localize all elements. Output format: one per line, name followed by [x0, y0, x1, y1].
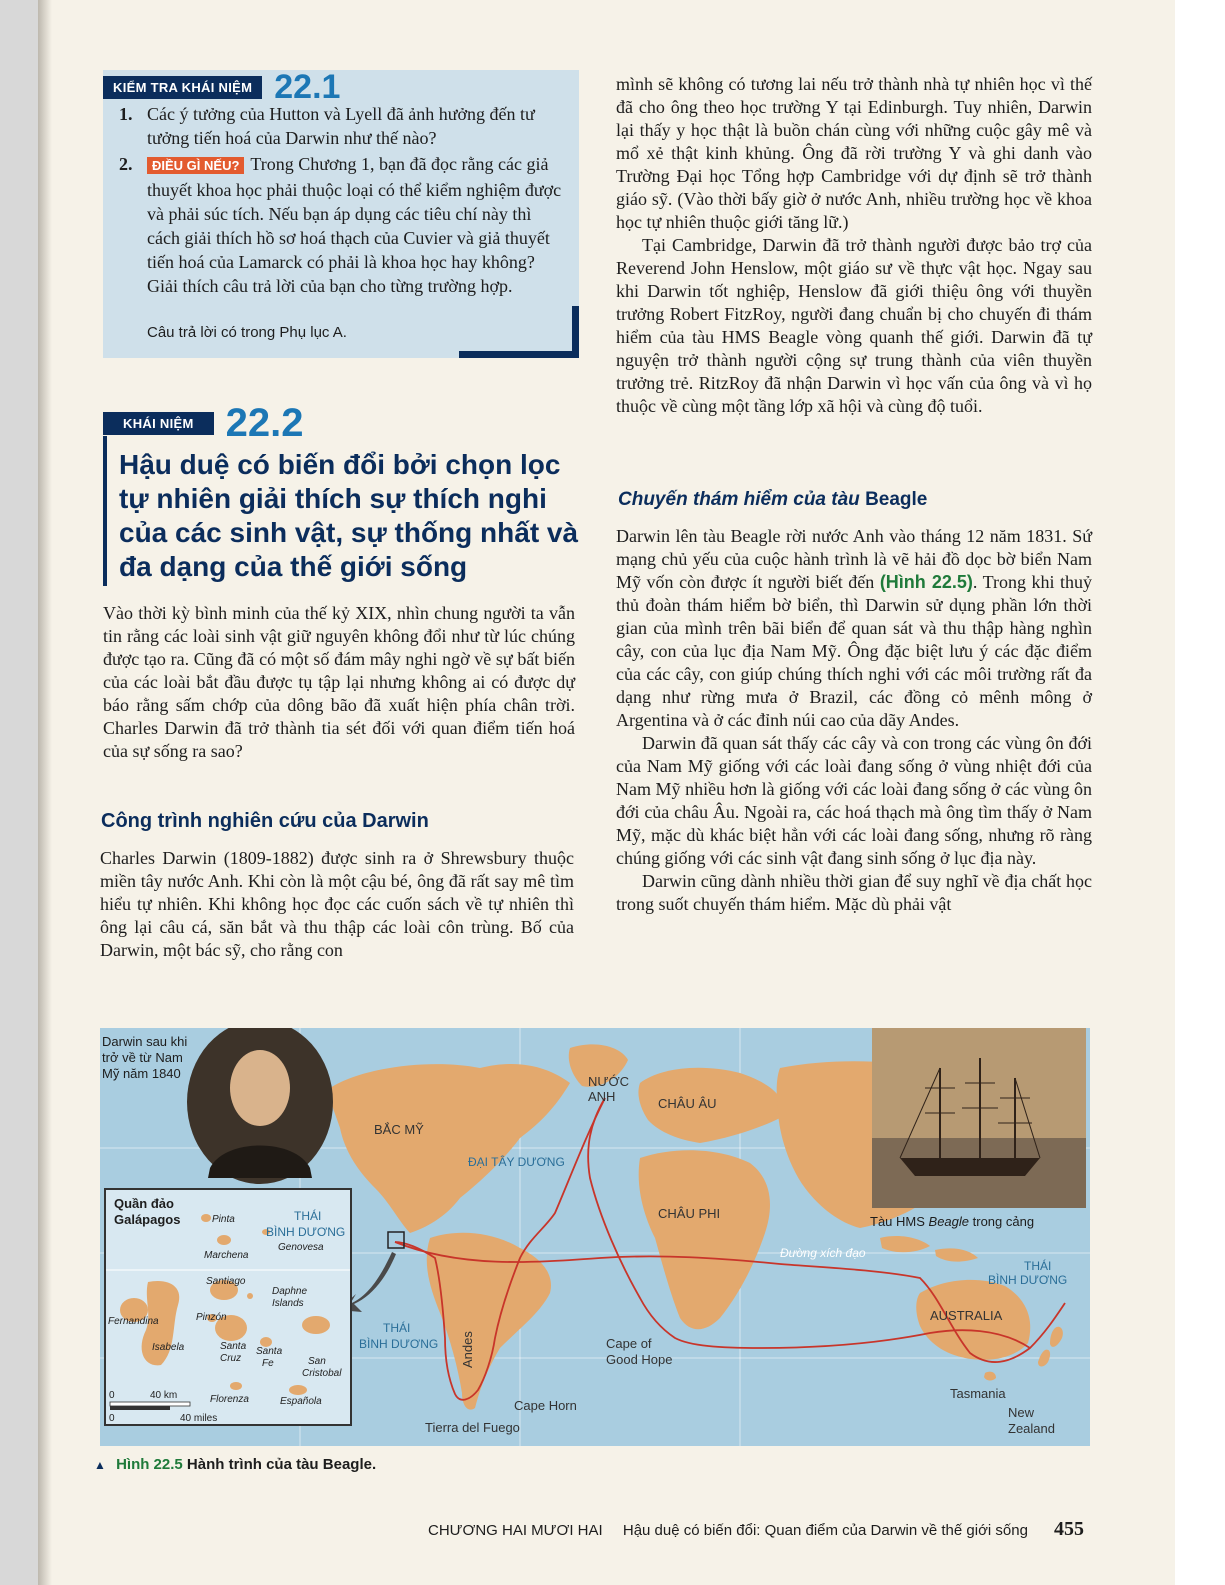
voyage-heading-text: Chuyến thám hiểm của tàu — [618, 489, 860, 510]
island-label-fernandina: Fernandina — [108, 1316, 159, 1327]
galapagos-inset — [104, 1188, 352, 1426]
concept-tag: KHÁI NIỆM — [103, 412, 214, 435]
portrait-caption: Darwin sau khi trở về từ Nam Mỹ năm 1840 — [102, 1034, 188, 1081]
concept-rule — [103, 436, 107, 586]
label-england: NƯỚC — [588, 1074, 630, 1089]
label-pacific-west: BÌNH DƯƠNG — [359, 1337, 439, 1351]
label-tasmania: Tasmania — [950, 1386, 1006, 1401]
question-text: Các ý tưởng của Hutton và Lyell đã ảnh hưởng đến tư tưởng tiến hoá của Darwin như thế nào? — [147, 104, 535, 148]
voyage-heading-ship: Beagle — [865, 489, 928, 510]
ship-caption-text: Tàu HMS — [870, 1214, 925, 1229]
voyage-text: . Trong khi thuỷ thủ đoàn thám hiểm bờ biển, thì Darwin sử dụng phần lớn thời gian của mình trên bãi biển để quan sát và thu thập hàng nghìn cây, con của lục địa Nam Mỹ. Ông đặc biệt lưu ý các đặc điểm của các cây, con giúp chúng thích nghi với các môi trường rất đa dạng như rừng mưa ở Brazil, các đồng cỏ mênh mông ở Argentina và ở các đỉnh núi cao của dãy Andes. — [616, 572, 1093, 730]
island-label-santa-fe: Santa — [256, 1346, 283, 1357]
island-label-florenza: Florenza — [210, 1394, 249, 1405]
voyage-text: Darwin lên tàu Beagle rời nước Anh vào tháng 12 năm 1831. Sứ mạng chủ yếu của cuộc hành trình là vẽ hải đồ dọc bờ biển Nam Mỹ vốn còn được ít người biết đến — [616, 526, 1092, 592]
inset-title-line: Quần đảo — [114, 1196, 174, 1211]
ship-caption-name: Beagle — [928, 1214, 970, 1229]
label-new-zealand: New — [1008, 1405, 1035, 1420]
question-number: 1. — [119, 104, 133, 124]
island-label-santiago: Santiago — [206, 1276, 246, 1287]
portrait-face — [230, 1050, 290, 1126]
paragraph-voyage-1 — [616, 525, 1092, 732]
scale-bar-km — [110, 1402, 190, 1406]
label-australia: AUSTRALIA — [930, 1308, 1003, 1323]
intro-paragraph: Vào thời kỳ bình minh của thế kỷ XIX, nhìn chung người ta vẫn tin rằng các loài sinh vật giữ nguyên không đổi như từ lúc chúng được tạo ra. Cũng đã có một số đám mây nghi ngờ về sự bất biến của các loài bắt đầu được tụ tập lại nhưng không ai có được dự báo rằng sấm chớp của dông bão đã xuất hiện phía chân trời. Charles Darwin đã trở thành tia sét đối với quan điểm tiến hoá của sự sống ra sao? — [103, 603, 575, 761]
scale-miles-label: 40 miles — [180, 1413, 218, 1424]
concept-tagline — [103, 401, 579, 445]
question-number: 2. — [119, 154, 133, 174]
label-pacific-west: THÁI — [383, 1321, 411, 1335]
label-england: ANH — [588, 1089, 616, 1104]
island-label-santa-cruz: Cruz — [220, 1353, 242, 1364]
island-label-santa-cruz: Santa — [220, 1341, 247, 1352]
ship-caption-text: trong cảng — [972, 1214, 1035, 1229]
intro-paragraph-block — [103, 602, 575, 763]
ship-caption — [870, 1214, 1034, 1229]
island-daphne — [247, 1293, 253, 1299]
island-label-isabela: Isabela — [152, 1342, 185, 1353]
page-shadow — [38, 0, 52, 1585]
island-pinta — [201, 1214, 211, 1222]
inset-title-line: Galápagos — [114, 1212, 181, 1227]
island-label-pinzon: Pinzón — [196, 1312, 227, 1323]
question-text: Trong Chương 1, bạn đã đọc rằng các giả thuyết khoa học phải thuộc loại có thể kiểm nghiệm được và phải súc tích. Nếu bạn áp dụng các tiêu chí này thì cách giải thích hồ sơ hoá thạch của Cuvier và giả thuyết tiến hoá của Lamarck có phải là khoa học hay không? Giải thích câu trả lời của bạn cho từng trường hợp. — [147, 154, 562, 296]
label-new-zealand: Zealand — [1008, 1421, 1055, 1436]
research-heading: Công trình nghiên cứu của Darwin — [101, 810, 429, 832]
label-equator: Đường xích đạo — [780, 1246, 866, 1260]
paragraph-voyage-2: Darwin đã quan sát thấy các cây và con trong các vùng ôn đới của Nam Mỹ giống với các loài đang sống ở vùng nhiệt đới của Nam Mỹ nhiều hơn là giống với các loài đang sống ở các vùng ôn đới của châu Âu. Ngoài ra, các hoá thạch mà ông tìm thấy ở Nam Mỹ, mặc dù khác biệt hẳn với các loài đang sống, nhưng rõ ràng chúng giống với các sinh vật đang sinh sống ở lục địa này. — [616, 733, 1092, 868]
scale-bar-miles — [110, 1406, 170, 1410]
island-label-daphne: Islands — [272, 1298, 304, 1309]
label-cape-horn: Cape Horn — [514, 1398, 577, 1413]
label-tierra-del-fuego: Tierra del Fuego — [425, 1420, 520, 1435]
page-number: 455 — [1054, 1518, 1084, 1540]
figure-reference-link[interactable]: (Hình 22.5) — [879, 572, 973, 592]
island-label-genovesa: Genovesa — [278, 1242, 324, 1253]
island-label-marchena: Marchena — [204, 1250, 249, 1261]
what-if-badge: ĐIỀU GÌ NẾU? — [147, 157, 244, 174]
research-paragraph-block — [100, 847, 574, 962]
scale-zero: 0 — [109, 1390, 115, 1401]
island-label-pinta: Pinta — [212, 1214, 235, 1225]
concept-number: 22.2 — [225, 401, 304, 445]
scan-gutter-left — [0, 0, 38, 1585]
question-text-wrapper — [147, 152, 564, 298]
concept-check-header — [103, 68, 341, 106]
box-corner-decoration — [459, 351, 579, 358]
footer-chapter: CHƯƠNG HAI MƯƠI HAI — [428, 1522, 603, 1539]
concept-check-number: 22.1 — [274, 68, 341, 106]
island-label-espanola: Española — [280, 1396, 322, 1407]
label-pacific-inset: THÁI — [294, 1209, 322, 1223]
label-europe: CHÂU ÂU — [658, 1096, 717, 1111]
island-florenza — [230, 1382, 242, 1390]
label-cape-of-good-hope: Good Hope — [606, 1352, 673, 1367]
island-espanola — [289, 1385, 307, 1395]
island-label-san-cristobal: San — [308, 1356, 326, 1367]
figure-caption — [94, 1456, 376, 1473]
island-label-santa-fe: Fe — [262, 1358, 274, 1369]
scan-gutter-right — [1175, 0, 1225, 1585]
question-1 — [119, 102, 564, 150]
label-pacific-east: BÌNH DƯƠNG — [988, 1273, 1068, 1287]
scale-km-label: 40 km — [150, 1390, 178, 1401]
island-san-cristobal — [302, 1316, 330, 1334]
scale-bar — [109, 1390, 217, 1424]
figure-caption-number: Hình 22.5 — [116, 1456, 183, 1473]
answer-note: Câu trả lời có trong Phụ lục A. — [147, 324, 347, 341]
triangle-icon: ▲ — [94, 1458, 106, 1472]
concept-title: Hậu duệ có biến đổi bởi chọn lọc tự nhiên giải thích sự thích nghi của các sinh vật, sự thống nhất và đa dạng của thế giới sống — [119, 449, 579, 582]
inset-title — [114, 1196, 180, 1228]
figure-voyage-map — [100, 1028, 1090, 1446]
research-paragraph: Charles Darwin (1809-1882) được sinh ra ở Shrewsbury thuộc miền tây nước Anh. Khi còn là một cậu bé, ông đã rất say mê tìm hiểu tự nhiên. Khi không học đọc các cuốn sách về tự nhiên thì ông lại câu cá, săn bắt và thu thập các loài côn trùng. Bố của Darwin, một bác sỹ, cho rằng con — [100, 848, 574, 960]
island-marchena — [217, 1235, 231, 1245]
concept-check-questions — [119, 102, 564, 300]
paragraph-edinburgh: mình sẽ không có tương lai nếu trở thành nhà tự nhiên học vì thế đã cho ông theo học trường Y tại Edinburgh. Tuy nhiên, Darwin lại thấy y học thật là buồn chán cùng với những cuộc gây mê và mổ xẻ thật kinh khủng. Ông đã rời trường Y và ghi danh vào Trường Đại học Tổng hợp Cambridge với dự định sẽ trở thành giáo sỹ. (Vào thời bấy giờ ở nước Anh, nhiều trường học về khoa học tự nhiên thuộc giới tăng lữ.) — [616, 74, 1092, 232]
island-label-daphne: Daphne — [272, 1286, 308, 1297]
label-cape-of-good-hope: Cape of — [606, 1336, 652, 1351]
concept-header — [103, 401, 579, 582]
paragraph-voyage-3: Darwin cũng dành nhiều thời gian để suy nghĩ về địa chất học trong suốt chuyến thám hiểm. Mặc dù phải vật — [616, 871, 1092, 914]
label-africa: CHÂU PHI — [658, 1206, 721, 1221]
label-pacific-east: THÁI — [1024, 1259, 1052, 1273]
right-column-voyage — [616, 525, 1092, 916]
box-corner-decoration — [572, 306, 579, 358]
page-footer — [428, 1522, 1028, 1539]
question-2 — [119, 152, 564, 298]
footer-title: Hậu duệ có biến đổi: Quan điểm của Darwin về thế giới sống — [622, 1522, 1028, 1539]
voyage-heading — [618, 489, 927, 511]
label-pacific-inset: BÌNH DƯƠNG — [266, 1225, 346, 1239]
paragraph-cambridge: Tại Cambridge, Darwin đã trở thành người được bảo trợ của Reverend John Henslow, một giáo sư về thực vật học. Ngay sau khi Darwin tốt nghiệp, Henslow đã giới thiệu ông với thuyền trưởng Robert FitzRoy, người đang chuẩn bị cho chuyến đi thám hiểm của tàu HMS Beagle vòng quanh thế giới. Darwin đã tự nguyện trở thành người cộng sự trung thành của viên thuyền trưởng trẻ. RitzRoy đã nhận Darwin vì học vấn của ông và vì họ thuộc về cùng một tầng lớp xã hội và cùng độ tuổi. — [616, 235, 1092, 416]
right-column-top — [616, 73, 1092, 418]
concept-check-tag: KIỂM TRA KHÁI NIỆM — [103, 76, 262, 99]
label-andes: Andes — [460, 1331, 475, 1368]
ship-hull — [900, 1158, 1040, 1176]
label-north-america: BẮC MỸ — [374, 1122, 424, 1137]
label-atlantic: ĐẠI TÂY DƯƠNG — [468, 1155, 565, 1169]
scale-zero: 0 — [109, 1413, 115, 1424]
island-label-san-cristobal: Cristobal — [302, 1368, 342, 1379]
figure-caption-text: Hành trình của tàu Beagle. — [186, 1456, 377, 1473]
concept-check-box — [103, 70, 579, 358]
